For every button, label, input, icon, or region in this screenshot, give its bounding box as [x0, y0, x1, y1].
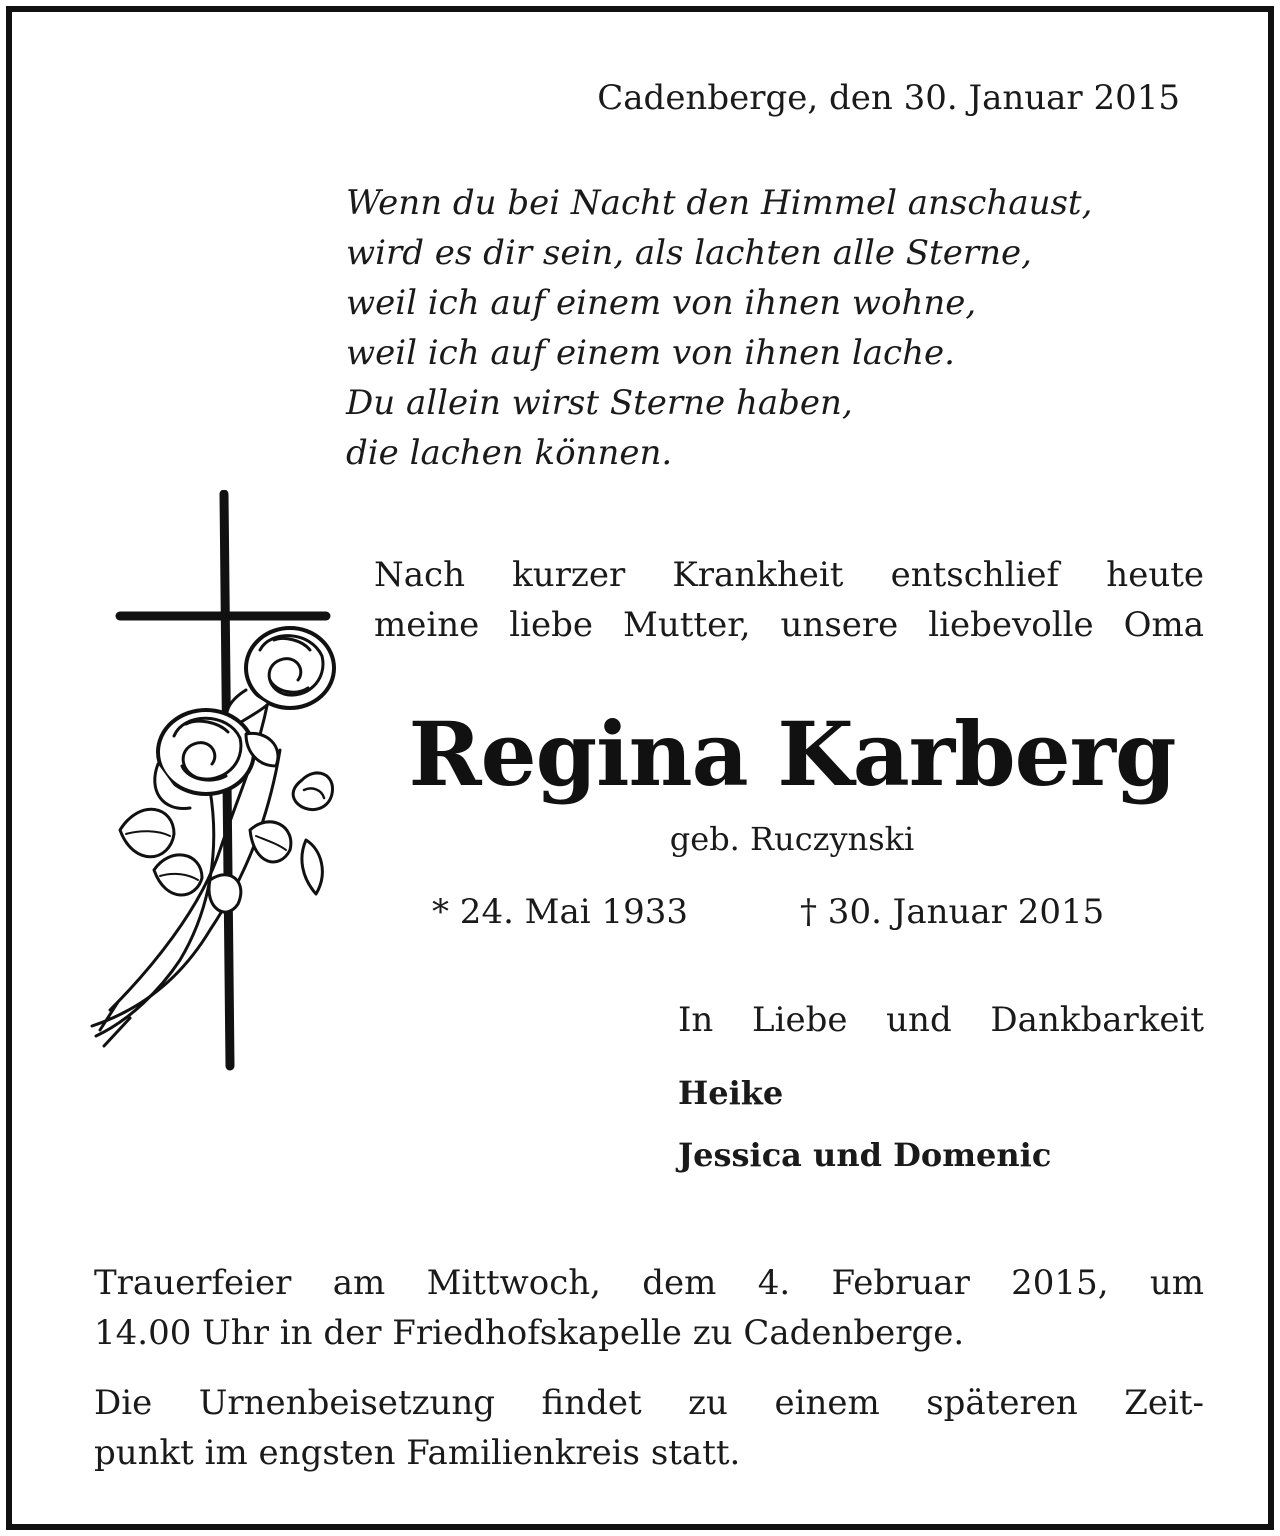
dateline: Cadenberge, den 30. Januar 2015 [597, 78, 1180, 118]
funeral-line: Trauerfeier am Mittwoch, dem 4. Februar 2015, um [94, 1263, 1204, 1303]
cross-with-roses-icon [70, 490, 350, 1080]
intro-line: Nach kurzer Krankheit entschlief heute [374, 555, 1204, 595]
burial-line: Die Urnenbeisetzung findet zu einem späteren Zeit- [94, 1383, 1204, 1423]
death-date: † 30. Januar 2015 [800, 892, 1105, 932]
burial-line: punkt im engsten Familienkreis statt. [94, 1433, 741, 1473]
intro-line: meine liebe Mutter, unsere liebevolle Oma [374, 605, 1204, 645]
mourner-name: Jessica und Domenic [678, 1136, 1052, 1174]
funeral-info [94, 1258, 1204, 1358]
poem-line: weil ich auf einem von ihnen wohne, [346, 283, 977, 323]
mourner-name: Heike [678, 1074, 784, 1112]
intro-text [374, 550, 1204, 650]
poem-line: die lachen können. [346, 433, 673, 473]
poem-line: wird es dir sein, als lachten alle Sterne, [346, 233, 1032, 273]
obituary-frame [6, 6, 1274, 1530]
poem-line: Du allein wirst Sterne haben, [346, 383, 853, 423]
poem-line: Wenn du bei Nacht den Himmel anschaust, [346, 183, 1093, 223]
burial-info [94, 1378, 1204, 1478]
gratitude-line: In Liebe und Dankbarkeit [678, 1000, 1204, 1040]
maiden-name: geb. Ruczynski [669, 820, 915, 858]
birth-date: * 24. Mai 1933 [432, 892, 688, 932]
poem [346, 178, 1206, 478]
deceased-name: Regina Karberg [408, 702, 1176, 806]
poem-line: weil ich auf einem von ihnen lache. [346, 333, 955, 373]
funeral-line: 14.00 Uhr in der Friedhofskapelle zu Cadenberge. [94, 1313, 965, 1353]
